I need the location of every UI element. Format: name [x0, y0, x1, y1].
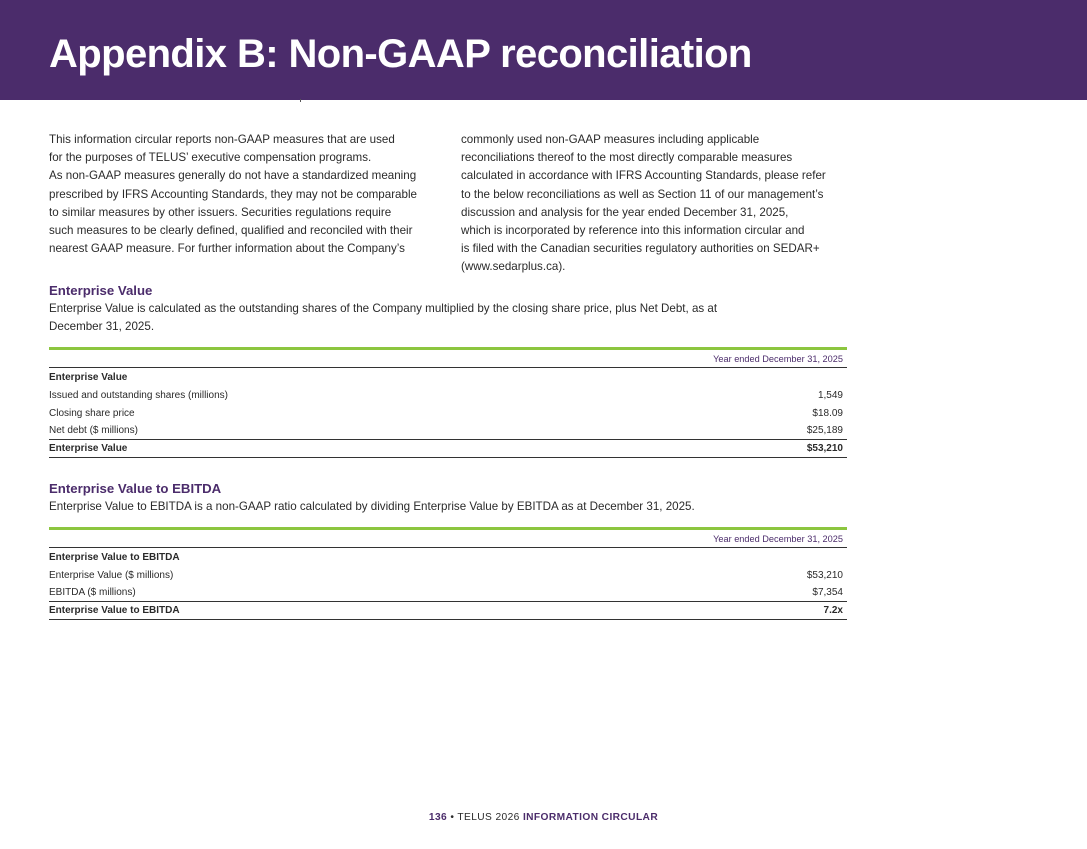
- row-value: 7.2x: [823, 605, 843, 616]
- row-label: Enterprise Value to EBITDA: [49, 605, 180, 616]
- row-label: Closing share price: [49, 407, 135, 419]
- row-label: Enterprise Value: [49, 443, 128, 454]
- table-row: [49, 422, 847, 440]
- intro-line: such measures to be clearly defined, qualified and reconciled with their: [49, 224, 413, 238]
- intro-line: for the purposes of TELUS’ executive compensation programs.: [49, 151, 372, 165]
- intro-line: calculated in accordance with IFRS Accounting Standards, please refer: [461, 169, 826, 183]
- row-value: $53,210: [806, 569, 843, 581]
- desc-line: Enterprise Value is calculated as the outstanding shares of the Company multiplied by the closing share price, plus Net Debt, as at: [49, 302, 718, 315]
- period-header: Year ended December 31, 2025: [49, 350, 847, 368]
- page-number: 136: [428, 812, 448, 823]
- intro-left-column: [49, 131, 444, 258]
- row-value: $7,354: [812, 587, 843, 598]
- intro-line: commonly used non-GAAP measures including applicable: [461, 133, 760, 146]
- table-heading-row: [49, 548, 847, 566]
- intro-line: prescribed by IFRS Accounting Standards, they may not be comparable: [49, 187, 417, 201]
- intro-line: to the below reconciliations as well as Section 11 of our management’s: [461, 187, 824, 201]
- row-label: Enterprise Value to EBITDA: [49, 551, 180, 563]
- ev-to-ebitda-table: [49, 527, 847, 620]
- row-value: $25,189: [806, 425, 843, 436]
- intro-line: reconciliations thereof to the most directly comparable measures: [461, 151, 793, 165]
- row-label: Issued and outstanding shares (millions): [49, 389, 228, 401]
- page-title: Appendix B: Non-GAAP reconciliation: [49, 32, 752, 76]
- footer-brand: TELUS 2026: [457, 812, 523, 823]
- period-header: Year ended December 31, 2025: [49, 530, 847, 548]
- page-footer: [0, 812, 1087, 823]
- table-total-row: [49, 602, 847, 620]
- table-row: [49, 404, 847, 422]
- page-header: [0, 0, 1087, 100]
- intro-line: to similar measures by other issuers. Securities regulations require: [49, 205, 392, 219]
- row-value: 1,549: [817, 389, 843, 401]
- intro-line: is filed with the Canadian securities regulatory authorities on SEDAR+: [461, 242, 820, 256]
- sedar-link[interactable]: www.sedarplus.ca: [464, 260, 559, 274]
- enterprise-value-table: [49, 347, 847, 458]
- paren-close: ).: [558, 260, 566, 274]
- desc-line: December 31, 2025.: [49, 320, 155, 334]
- row-label: Enterprise Value ($ millions): [49, 569, 174, 581]
- section-desc-ev-to-ebitda: [49, 498, 695, 516]
- table-row: [49, 566, 847, 584]
- row-value: $53,210: [806, 443, 843, 454]
- intro-line: As non-GAAP measures generally do not have a standardized meaning: [49, 169, 417, 183]
- row-value: $18.09: [812, 407, 843, 419]
- table-row: [49, 584, 847, 602]
- intro-line: This information circular reports non-GAAP measures that are used: [49, 133, 395, 146]
- section-desc-enterprise-value: [49, 300, 717, 336]
- section-title-ev-to-ebitda: Enterprise Value to EBITDA: [49, 481, 222, 496]
- intro-line: nearest GAAP measure. For further information about the Company’s: [49, 242, 405, 256]
- intro-line: discussion and analysis for the year ended December 31, 2025,: [461, 205, 789, 219]
- row-label: Enterprise Value: [49, 371, 128, 383]
- row-label: EBITDA ($ millions): [49, 587, 136, 598]
- footer-publication: INFORMATION CIRCULAR: [522, 812, 659, 823]
- intro-last-line: [461, 258, 856, 276]
- footer-separator: •: [447, 812, 458, 823]
- desc-line: Enterprise Value to EBITDA is a non-GAAP ratio calculated by dividing Enterprise Value by EBITDA as at December 31, 2025.: [49, 500, 695, 513]
- table-row: [49, 386, 847, 404]
- paren-open: (: [461, 260, 465, 274]
- intro-line: which is incorporated by reference into this information circular and: [461, 224, 805, 238]
- table-heading-row: [49, 368, 847, 386]
- intro-right-column: [461, 131, 856, 277]
- section-title-enterprise-value: Enterprise Value: [49, 283, 153, 298]
- row-label: Net debt ($ millions): [49, 425, 138, 436]
- header-tick-mark: [300, 99, 301, 102]
- table-total-row: [49, 440, 847, 458]
